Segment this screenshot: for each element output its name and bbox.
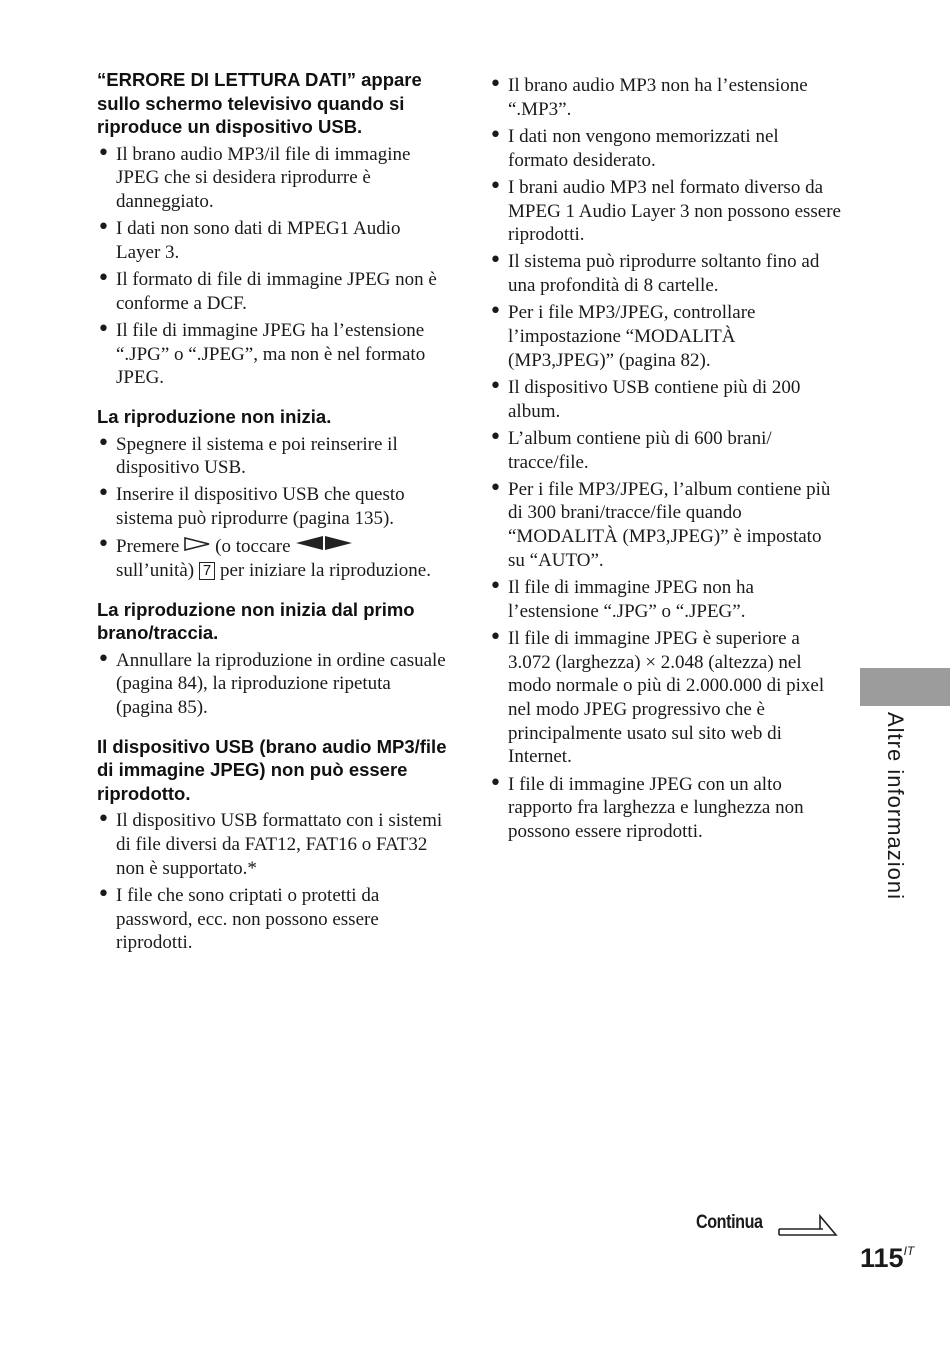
list-item: • Il file di immagine JPEG è superiore a 3.072 (larghezza) × 2.048 (altezza) nel modo normale o più di 2.000.000 di pixel nel modo JPEG progressivo che è principalmente usato sul sito web di Internet. [489, 627, 841, 769]
list-item: • Il dispositivo USB contiene più di 200 album. [489, 376, 841, 423]
unit-text: sull’unità) [116, 560, 195, 582]
list-item: • L’album contiene più di 600 brani/ tracce/file. [489, 427, 841, 474]
section-heading: La riproduzione non inizia. [97, 406, 332, 428]
bullet-list [489, 74, 841, 844]
side-tab-marker [860, 668, 950, 706]
list-item: • Il file di immagine JPEG non ha l’estensione “.JPG” o “.JPEG”. [489, 576, 841, 623]
toccare-text: (o toccare [215, 536, 291, 558]
list-item: • Inserire il dispositivo USB che questo sistema può riprodurre (pagina 135). [97, 483, 447, 530]
bullet-list [97, 649, 447, 720]
section-usb-not-playable [97, 735, 447, 955]
bullet-list [97, 433, 447, 583]
list-item: • Annullare la riproduzione in ordine casuale (pagina 84), la riproduzione ripetuta (pagina 85). [97, 649, 447, 720]
list-item: • I file che sono criptati o protetti da password, ecc. non possono essere riprodotti. [97, 884, 447, 955]
left-column [97, 68, 447, 970]
section-playback-not-start [97, 405, 447, 583]
section-not-first-track [97, 598, 447, 720]
list-item: • Il sistema può riprodurre soltanto fino ad una profondità di 8 cartelle. [489, 250, 841, 297]
section-heading: “ERRORE DI LETTURA DATI” appare sullo schermo televisivo quando si riproduce un dispositivo USB. [97, 69, 422, 137]
start-text: per iniziare la riproduzione. [219, 560, 431, 582]
list-item: • Il file di immagine JPEG ha l’estensione “.JPG” o “.JPEG”, ma non è nel formato JPEG. [97, 319, 447, 390]
list-item: • Il dispositivo USB formattato con i sistemi di file diversi da FAT12, FAT16 o FAT32 non è supportato.* [97, 809, 447, 880]
page-number-value: 115 [860, 1243, 904, 1273]
list-item: • I brani audio MP3 nel formato diverso da MPEG 1 Audio Layer 3 non possono essere riprodotti. [489, 176, 841, 247]
section-heading: Il dispositivo USB (brano audio MP3/file di immagine JPEG) non può essere riprodotto. [97, 735, 447, 804]
premere-text: Premere [116, 536, 180, 558]
side-tab-label: Altre informazioni [883, 712, 908, 900]
list-item: • Il brano audio MP3 non ha l’estensione “.MP3”. [489, 74, 841, 121]
bullet-list [97, 809, 447, 955]
right-column [489, 74, 841, 847]
list-item: • Per i file MP3/JPEG, l’album contiene più di 300 brani/tracce/file quando “MODALITÀ (MP3,JPEG)” è impostato su “AUTO”. [489, 478, 841, 573]
key-7-label: 7 [199, 562, 215, 580]
play-pause-icon [295, 536, 353, 555]
list-item: • I dati non sono dati di MPEG1 Audio Layer 3. [97, 217, 447, 264]
continua-label: Continua [696, 1212, 763, 1233]
continue-arrow-icon [778, 1213, 838, 1244]
list-item: • Per i file MP3/JPEG, controllare l’impostazione “MODALITÀ (MP3,JPEG)” (pagina 82). [489, 301, 841, 372]
list-item: • Il brano audio MP3/il file di immagine JPEG che si desidera riprodurre è danneggiato. [97, 143, 447, 214]
section-read-error [97, 68, 447, 390]
bullet-list [97, 143, 447, 391]
play-triangle-icon [184, 536, 215, 555]
section-heading: La riproduzione non inizia dal primo brano/traccia. [97, 598, 415, 644]
list-item: • Il formato di file di immagine JPEG non è conforme a DCF. [97, 268, 447, 315]
list-item: • I dati non vengono memorizzati nel formato desiderato. [489, 125, 841, 172]
list-item [97, 534, 447, 582]
page-language-suffix: IT [903, 1244, 915, 1258]
list-item: • I file di immagine JPEG con un alto rapporto fra larghezza e lunghezza non possono essere riprodotti. [489, 773, 841, 844]
page-number [860, 1243, 914, 1274]
list-item: • Spegnere il sistema e poi reinserire il dispositivo USB. [97, 433, 447, 480]
